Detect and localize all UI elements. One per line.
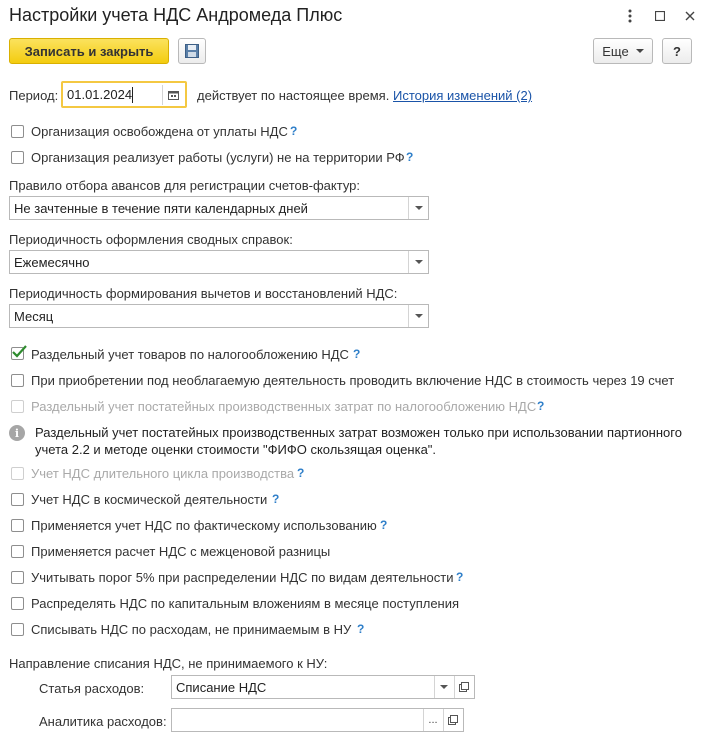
info-icon: i	[9, 425, 25, 441]
deductions-period-select[interactable]	[9, 304, 429, 328]
analytics-label: Аналитика расходов:	[39, 714, 167, 729]
writeoff-section-label: Направление списания НДС, не принимаемого к НУ:	[9, 656, 328, 671]
checkbox-space-activity[interactable]	[11, 493, 24, 506]
open-window-icon	[459, 682, 469, 692]
chevron-down-icon	[636, 49, 644, 53]
period-date-input[interactable]	[61, 81, 187, 108]
checkbox-vat-exempt[interactable]	[11, 125, 24, 138]
calendar-icon	[168, 90, 179, 100]
history-link[interactable]: История изменений (2)	[393, 88, 533, 103]
checkbox-separate-goods-label: Раздельный учет товаров по налогообложению НДС	[31, 347, 349, 362]
period-label: Период:	[9, 88, 59, 103]
chevron-down-icon	[415, 314, 423, 318]
help-services-abroad[interactable]: ?	[406, 150, 414, 164]
maximize-icon	[655, 11, 665, 21]
help-actual-use[interactable]: ?	[380, 518, 388, 532]
checkbox-price-difference[interactable]	[11, 545, 24, 558]
checkbox-services-abroad-label: Организация реализует работы (услуги) не на территории РФ	[31, 150, 405, 165]
expense-item-label: Статья расходов:	[39, 681, 145, 696]
deductions-period-dropdown[interactable]	[408, 305, 428, 327]
checkbox-long-cycle-label: Учет НДС длительного цикла производства	[31, 466, 295, 481]
checkbox-separate-costs[interactable]	[11, 400, 24, 413]
more-label: Еще	[602, 43, 629, 59]
summary-period-dropdown[interactable]	[408, 251, 428, 273]
help-space-activity[interactable]: ?	[272, 492, 280, 506]
deductions-period-value: Месяц	[14, 308, 54, 324]
calendar-button[interactable]	[162, 85, 183, 105]
checkbox-threshold-5-label: Учитывать порог 5% при распределении НДС по видам деятельности	[31, 570, 454, 585]
save-and-close-button[interactable]: Записать и закрыть	[9, 38, 169, 64]
advances-rule-label: Правило отбора авансов для регистрации счетов-фактур:	[9, 178, 361, 193]
help-long-cycle[interactable]: ?	[297, 466, 305, 480]
summary-period-label: Периодичность оформления сводных справок:	[9, 232, 293, 247]
expense-item-field[interactable]	[171, 675, 475, 699]
window-title: Настройки учета НДС Андромеда Плюс	[9, 5, 343, 25]
save-button[interactable]	[178, 38, 206, 64]
maximize-button[interactable]	[648, 6, 672, 26]
analytics-select-button[interactable]: ...	[423, 709, 442, 731]
checkbox-long-cycle[interactable]	[11, 467, 24, 480]
info-line-2: учета 2.2 и методе оценки стоимости "ФИФО скользящая оценка".	[35, 442, 437, 457]
checkbox-services-abroad[interactable]	[11, 151, 24, 164]
checkbox-separate-goods[interactable]	[11, 347, 24, 360]
summary-period-select[interactable]	[9, 250, 429, 274]
analytics-open-button[interactable]	[443, 709, 462, 731]
more-menu-button[interactable]	[593, 38, 653, 64]
checkbox-actual-use-label: Применяется учет НДС по фактическому использованию	[31, 518, 377, 533]
checkmark-icon	[11, 345, 27, 359]
checkbox-separate-costs-label: Раздельный учет постатейных производственных затрат по налогообложению НДС	[31, 399, 537, 414]
checkbox-writeoff-expenses[interactable]	[11, 623, 24, 636]
advances-rule-dropdown[interactable]	[408, 197, 428, 219]
analytics-field[interactable]	[171, 708, 464, 732]
checkbox-writeoff-expenses-label: Списывать НДС по расходам, не принимаемым в НУ	[31, 622, 352, 637]
checkbox-space-activity-label: Учет НДС в космической деятельности	[31, 492, 268, 507]
expense-item-dropdown[interactable]	[434, 676, 453, 698]
checkbox-price-difference-label: Применяется расчет НДС с межценовой разницы	[31, 544, 331, 559]
help-separate-costs[interactable]: ?	[537, 399, 545, 413]
open-window-icon	[448, 715, 458, 725]
expense-item-value: Списание НДС	[176, 679, 267, 695]
help-button[interactable]: ?	[662, 38, 692, 64]
expense-item-open-button[interactable]	[454, 676, 473, 698]
deductions-period-label: Периодичность формирования вычетов и восстановлений НДС:	[9, 286, 398, 301]
checkbox-account-19-label: При приобретении под необлагаемую деятельность проводить включение НДС в стоимость через 19 счет	[31, 373, 675, 388]
checkbox-vat-exempt-label: Организация освобождена от уплаты НДС	[31, 124, 288, 139]
help-vat-exempt[interactable]: ?	[290, 124, 298, 138]
checkbox-capital-investments-label: Распределять НДС по капитальным вложениям в месяце поступления	[31, 596, 460, 611]
kebab-icon	[628, 9, 632, 23]
chevron-down-icon	[440, 685, 448, 689]
chevron-down-icon	[415, 206, 423, 210]
help-writeoff-expenses[interactable]: ?	[357, 622, 365, 636]
close-icon	[685, 11, 695, 21]
close-button[interactable]	[678, 6, 702, 26]
checkbox-account-19[interactable]	[11, 374, 24, 387]
summary-period-value: Ежемесячно	[14, 254, 90, 270]
checkbox-threshold-5[interactable]	[11, 571, 24, 584]
help-separate-goods[interactable]: ?	[353, 347, 361, 361]
text-cursor	[132, 87, 133, 103]
period-date-value: 01.01.2024	[67, 87, 133, 102]
info-line-1: Раздельный учет постатейных производственных затрат возможен только при использовании партионного	[35, 425, 682, 440]
advances-rule-value: Не зачтенные в течение пяти календарных дней	[14, 200, 308, 216]
help-threshold-5[interactable]: ?	[456, 570, 464, 584]
checkbox-capital-investments[interactable]	[11, 597, 24, 610]
chevron-down-icon	[415, 260, 423, 264]
floppy-disk-icon	[185, 44, 199, 58]
period-effective-text: действует по настоящее время.	[197, 88, 390, 103]
kebab-menu-button[interactable]	[618, 6, 642, 26]
advances-rule-select[interactable]	[9, 196, 429, 220]
checkbox-actual-use[interactable]	[11, 519, 24, 532]
